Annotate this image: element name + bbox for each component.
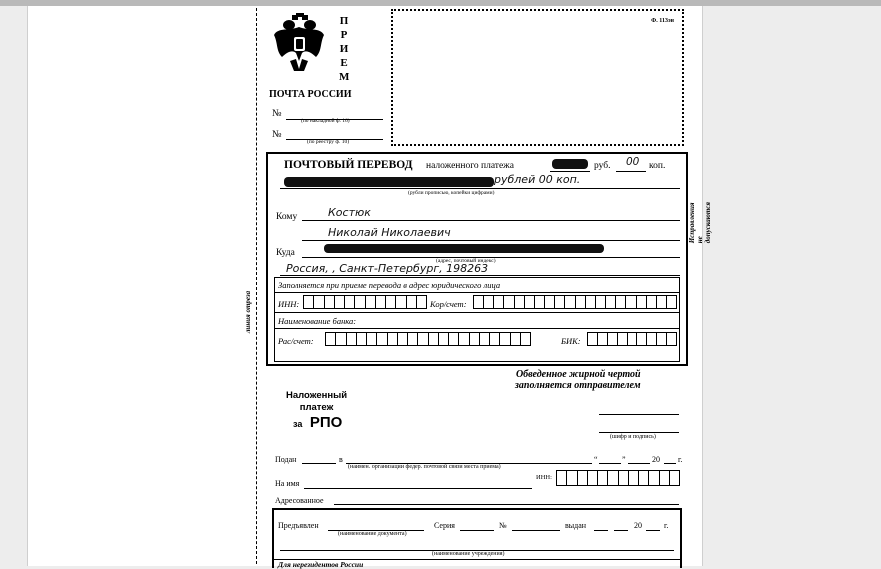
amount-hint: (рубли прописью, копейки цифрами) xyxy=(408,190,495,196)
invoice-number-hint: (по накладной ф. 16) xyxy=(301,118,350,124)
amount-rub-line[interactable] xyxy=(550,171,590,172)
double-headed-eagle-emblem-icon xyxy=(272,13,327,73)
to-label: Кому xyxy=(276,212,298,222)
doc-number-sign: № xyxy=(499,521,507,530)
name-line[interactable] xyxy=(304,488,532,489)
issued-month-line[interactable] xyxy=(614,530,628,531)
cod-title: Наложенный платеж xyxy=(286,390,348,413)
stamp-area xyxy=(391,9,684,146)
bank-label: Наименование банка: xyxy=(278,316,357,326)
transfer-subtitle: наложенного платежа xyxy=(426,161,514,171)
redacted-amount-digits xyxy=(552,159,588,169)
kop-label: коп. xyxy=(649,161,666,171)
doc-hint: (наименование документа) xyxy=(338,531,407,537)
recipient-line-1[interactable] xyxy=(302,220,680,221)
no-corrections-label: Исправления не допускаются xyxy=(688,201,712,244)
recipient-name: Николай Николаевич xyxy=(328,226,451,239)
series-line[interactable] xyxy=(460,530,494,531)
legal-divider-3 xyxy=(275,328,679,329)
addressed-label: Адресованное xyxy=(275,496,324,505)
address-line-2[interactable] xyxy=(280,275,680,276)
invoice-number-sign: № xyxy=(272,108,282,119)
register-number-hint: (по реестру ф. 10) xyxy=(307,139,350,145)
amount-words-line[interactable] xyxy=(280,188,680,189)
form-page xyxy=(27,6,712,569)
cipher-line-1[interactable] xyxy=(599,414,679,415)
in-label: в xyxy=(339,455,343,464)
day-line[interactable] xyxy=(599,463,621,464)
form-code: Ф. 113эн xyxy=(651,18,674,24)
redacted-amount-words xyxy=(284,177,494,187)
presented-label: Предъявлен xyxy=(278,521,319,530)
year-line[interactable] xyxy=(664,463,676,464)
kor-cells[interactable] xyxy=(473,295,677,309)
issued-year-prefix: 20 xyxy=(634,521,642,530)
sender-note: Обведенное жирной чертой заполняется отправителем xyxy=(515,369,641,391)
quote-open: “ xyxy=(594,455,598,464)
bik-label: БИК: xyxy=(561,336,581,346)
rpo-label: РПО xyxy=(309,414,343,431)
filed-line[interactable] xyxy=(302,463,336,464)
filed-label: Подан xyxy=(275,455,297,464)
issued-day-line[interactable] xyxy=(594,530,608,531)
kop-value: 00 xyxy=(626,156,640,168)
transfer-section xyxy=(266,152,688,366)
kop-line[interactable] xyxy=(616,171,646,172)
issued-year-line[interactable] xyxy=(646,530,660,531)
cipher-hint: (шифр и подпись) xyxy=(610,434,656,440)
address-hint: (адрес, почтовый индекс) xyxy=(436,258,496,264)
addressed-line[interactable] xyxy=(334,504,679,505)
recipient-surname: Костюк xyxy=(328,206,371,219)
cut-line-label: линия отреза xyxy=(244,290,253,334)
doc-number-line[interactable] xyxy=(512,530,560,531)
name-label: На имя xyxy=(275,479,300,488)
org-name: ПОЧТА РОССИИ xyxy=(269,89,352,100)
ras-label: Рас/счет: xyxy=(278,336,314,346)
legal-entity-section xyxy=(274,277,680,362)
ras-cells[interactable] xyxy=(325,332,531,346)
series-label: Серия xyxy=(434,521,455,530)
register-number-sign: № xyxy=(272,129,282,140)
institution-hint: (наименование учреждения) xyxy=(432,551,505,557)
sender-inn-label: ИНН: xyxy=(536,474,552,481)
kor-label: Кор/счет: xyxy=(430,299,467,309)
nonresident-label: Для нерезидентов России xyxy=(278,560,364,569)
for-label: за xyxy=(293,419,303,429)
cut-line xyxy=(256,8,257,564)
recipient-line-2[interactable] xyxy=(302,240,680,241)
priem-vertical-label: П Р И Е М xyxy=(339,15,350,83)
legal-divider-1 xyxy=(275,292,679,293)
year-prefix: 20 xyxy=(652,455,660,464)
inn-cells[interactable] xyxy=(303,295,427,309)
rub-label: руб. xyxy=(594,161,611,171)
amount-words-tail: рублей 00 коп. xyxy=(494,173,581,186)
legal-divider-2 xyxy=(275,312,679,313)
legal-header: Заполняется при приеме перевода в адрес юридического лица xyxy=(278,280,501,290)
redacted-address xyxy=(324,244,604,253)
quote-close: ” xyxy=(622,455,626,464)
cod-for xyxy=(293,414,342,432)
issued-label: выдан xyxy=(565,521,587,530)
address-text: Россия, , Санкт-Петербург, 198263 xyxy=(286,262,489,275)
cipher-line-2[interactable] xyxy=(599,432,679,433)
month-line[interactable] xyxy=(628,463,650,464)
issued-year-suffix: г. xyxy=(664,521,669,530)
where-label: Куда xyxy=(276,248,295,258)
transfer-title: ПОЧТОВЫЙ ПЕРЕВОД xyxy=(284,159,413,171)
org-hint: (наимен. организации федер. почтовой связи места приема) xyxy=(348,464,501,470)
presented-document-section xyxy=(272,508,682,568)
sender-inn-cells[interactable] xyxy=(556,470,680,486)
inn-label: ИНН: xyxy=(278,299,300,309)
bik-cells[interactable] xyxy=(587,332,677,346)
year-suffix: г. xyxy=(678,455,683,464)
